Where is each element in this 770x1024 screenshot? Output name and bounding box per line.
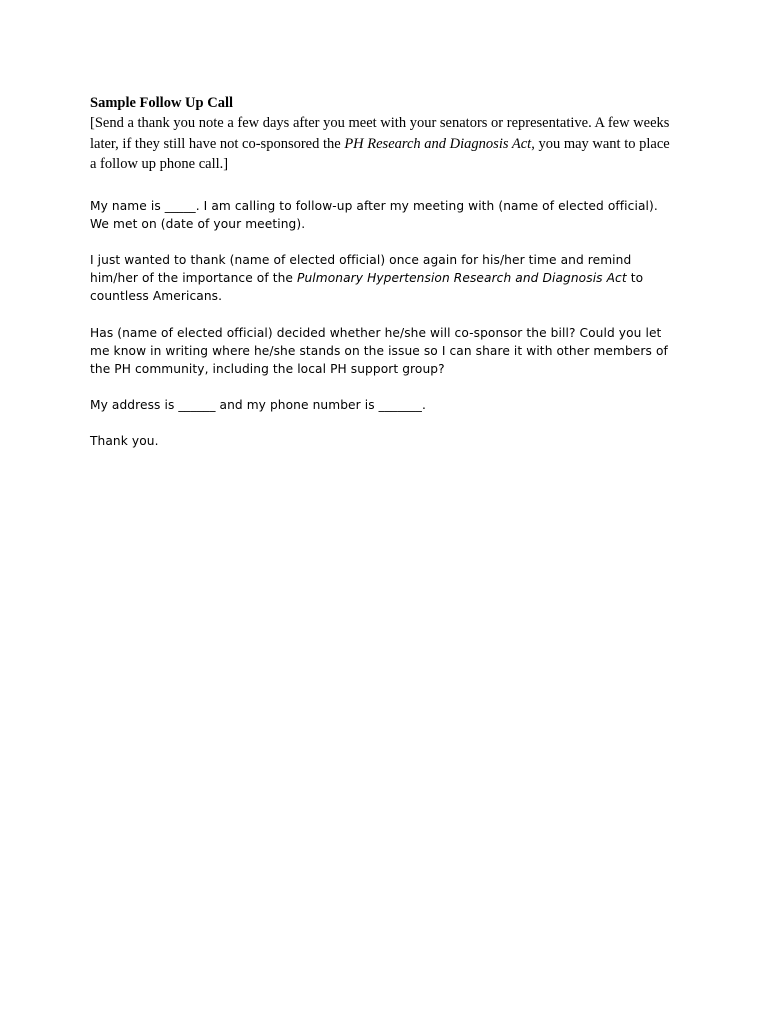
script-paragraph-contact: My address is ______ and my phone number is _______. bbox=[90, 398, 426, 413]
thanks-text-before: I just wanted to thank (name of elected official) once again for his/her time and remind him/her of the importance of the bbox=[90, 252, 632, 286]
script-paragraph-name: My name is _____. I am calling to follow-up after my meeting with (name of elected official). We met on (date of your meeting). bbox=[90, 198, 658, 231]
thanks-act-name: Pulmonary Hypertension Research and Diagnosis Act bbox=[297, 271, 627, 286]
script-closing: Thank you. bbox=[90, 434, 159, 449]
script-paragraph-thanks bbox=[90, 251, 670, 306]
intro-instructions bbox=[90, 113, 670, 175]
intro-text-before: [Send a thank you note a few days after you meet with your senators or representative. A few weeks later, if they still have not co-sponsored the bbox=[90, 115, 670, 152]
script-paragraph-question: Has (name of elected official) decided whether he/she will co-sponsor the bill? Could you let me know in writing where he/she stands on the issue so I can share it with other members of the PH community, including the local PH support group? bbox=[90, 325, 668, 376]
intro-act-name: PH Research and Diagnosis Act bbox=[344, 135, 532, 152]
intro-text-after: , you may want to place a follow up phone call.] bbox=[90, 135, 670, 172]
document-content bbox=[90, 93, 670, 451]
thanks-text-after: to countless Americans. bbox=[90, 271, 644, 304]
document-title: Sample Follow Up Call bbox=[90, 95, 233, 111]
